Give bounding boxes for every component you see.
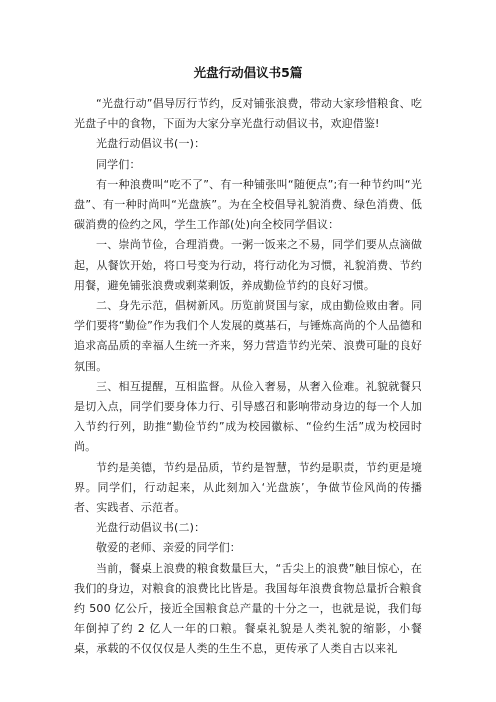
document-body (74, 94, 422, 660)
document-title: 光盘行动倡议书5篇 (193, 65, 303, 80)
body-paragraph: 三、相互提醒，互相监督。从俭入奢易，从奢入俭难。礼貌就餐只是切入点，同学们要身体力行、引导感召和影响带动身边的每一个人加入节约行列，助推“勤俭节约”成为校园徽标、“俭约生活”成为校园时尚。 (74, 379, 422, 454)
section-heading-2: 光盘行动倡议书(二)： (96, 521, 206, 535)
body-paragraph: 当前，餐桌上浪费的粮食数量巨大，“舌尖上的浪费”触目惊心，在我们的身边，对粮食的浪费比比皆是。我国每年浪费食物总量折合粮食约 500 亿公斤，接近全国粮食总产量的十分之一，也就是说，我们每年倒掉了约 2 亿人一年的口粮。餐桌礼貌是人类礼貌的缩影，小餐桌，承载的不仅仅仅是人类的生生不息，更传承了人类自古以来礼 (74, 561, 422, 656)
body-paragraph: 有一种浪费叫“吃不了”、有一种铺张叫“随便点”;有一种节约叫“光盘”、有一种时尚叫“光盘族”。为在全校倡导礼貌消费、绿色消费、低碳消费的俭约之风，学生工作部(处)向全校同学倡议： (74, 177, 422, 232)
body-paragraph: 节约是美德，节约是品质，节约是智慧，节约是职责，节约更是境界。同学们，行动起来，从此刻加入‘光盘族’，争做节俭风尚的传播者、实践者、示范者。 (74, 460, 422, 515)
section-heading-1: 光盘行动倡议书(一)： (96, 137, 206, 151)
body-paragraph: 一、崇尚节俭，合理消费。一粥一饭来之不易，同学们要从点滴做起，从餐饮开始，将口号变为行动，将行动化为习惯，礼貌消费、节约用餐，避免铺张浪费或剩菜剩饭，养成勤俭节约的良好习惯。 (74, 238, 422, 292)
body-paragraph: 二、身先示范，倡树新风。历览前贤国与家，成由勤俭败由奢。同学们要将“勤俭”作为我们个人发展的奠基石，与锤炼高尚的个人品德和追求高品质的幸福人生统一齐来，努力营造节约光荣、浪费可耻的良好氛围。 (74, 299, 422, 373)
salutation-1: 同学们： (96, 157, 141, 171)
intro-paragraph: “光盘行动”倡导厉行节约，反对铺张浪费，带动大家珍惜粮食、吃光盘子中的食物，下面为大家分享光盘行动倡议书，欢迎借鉴! (74, 97, 422, 131)
salutation-2: 敬爱的老师、亲爱的同学们： (96, 541, 241, 555)
